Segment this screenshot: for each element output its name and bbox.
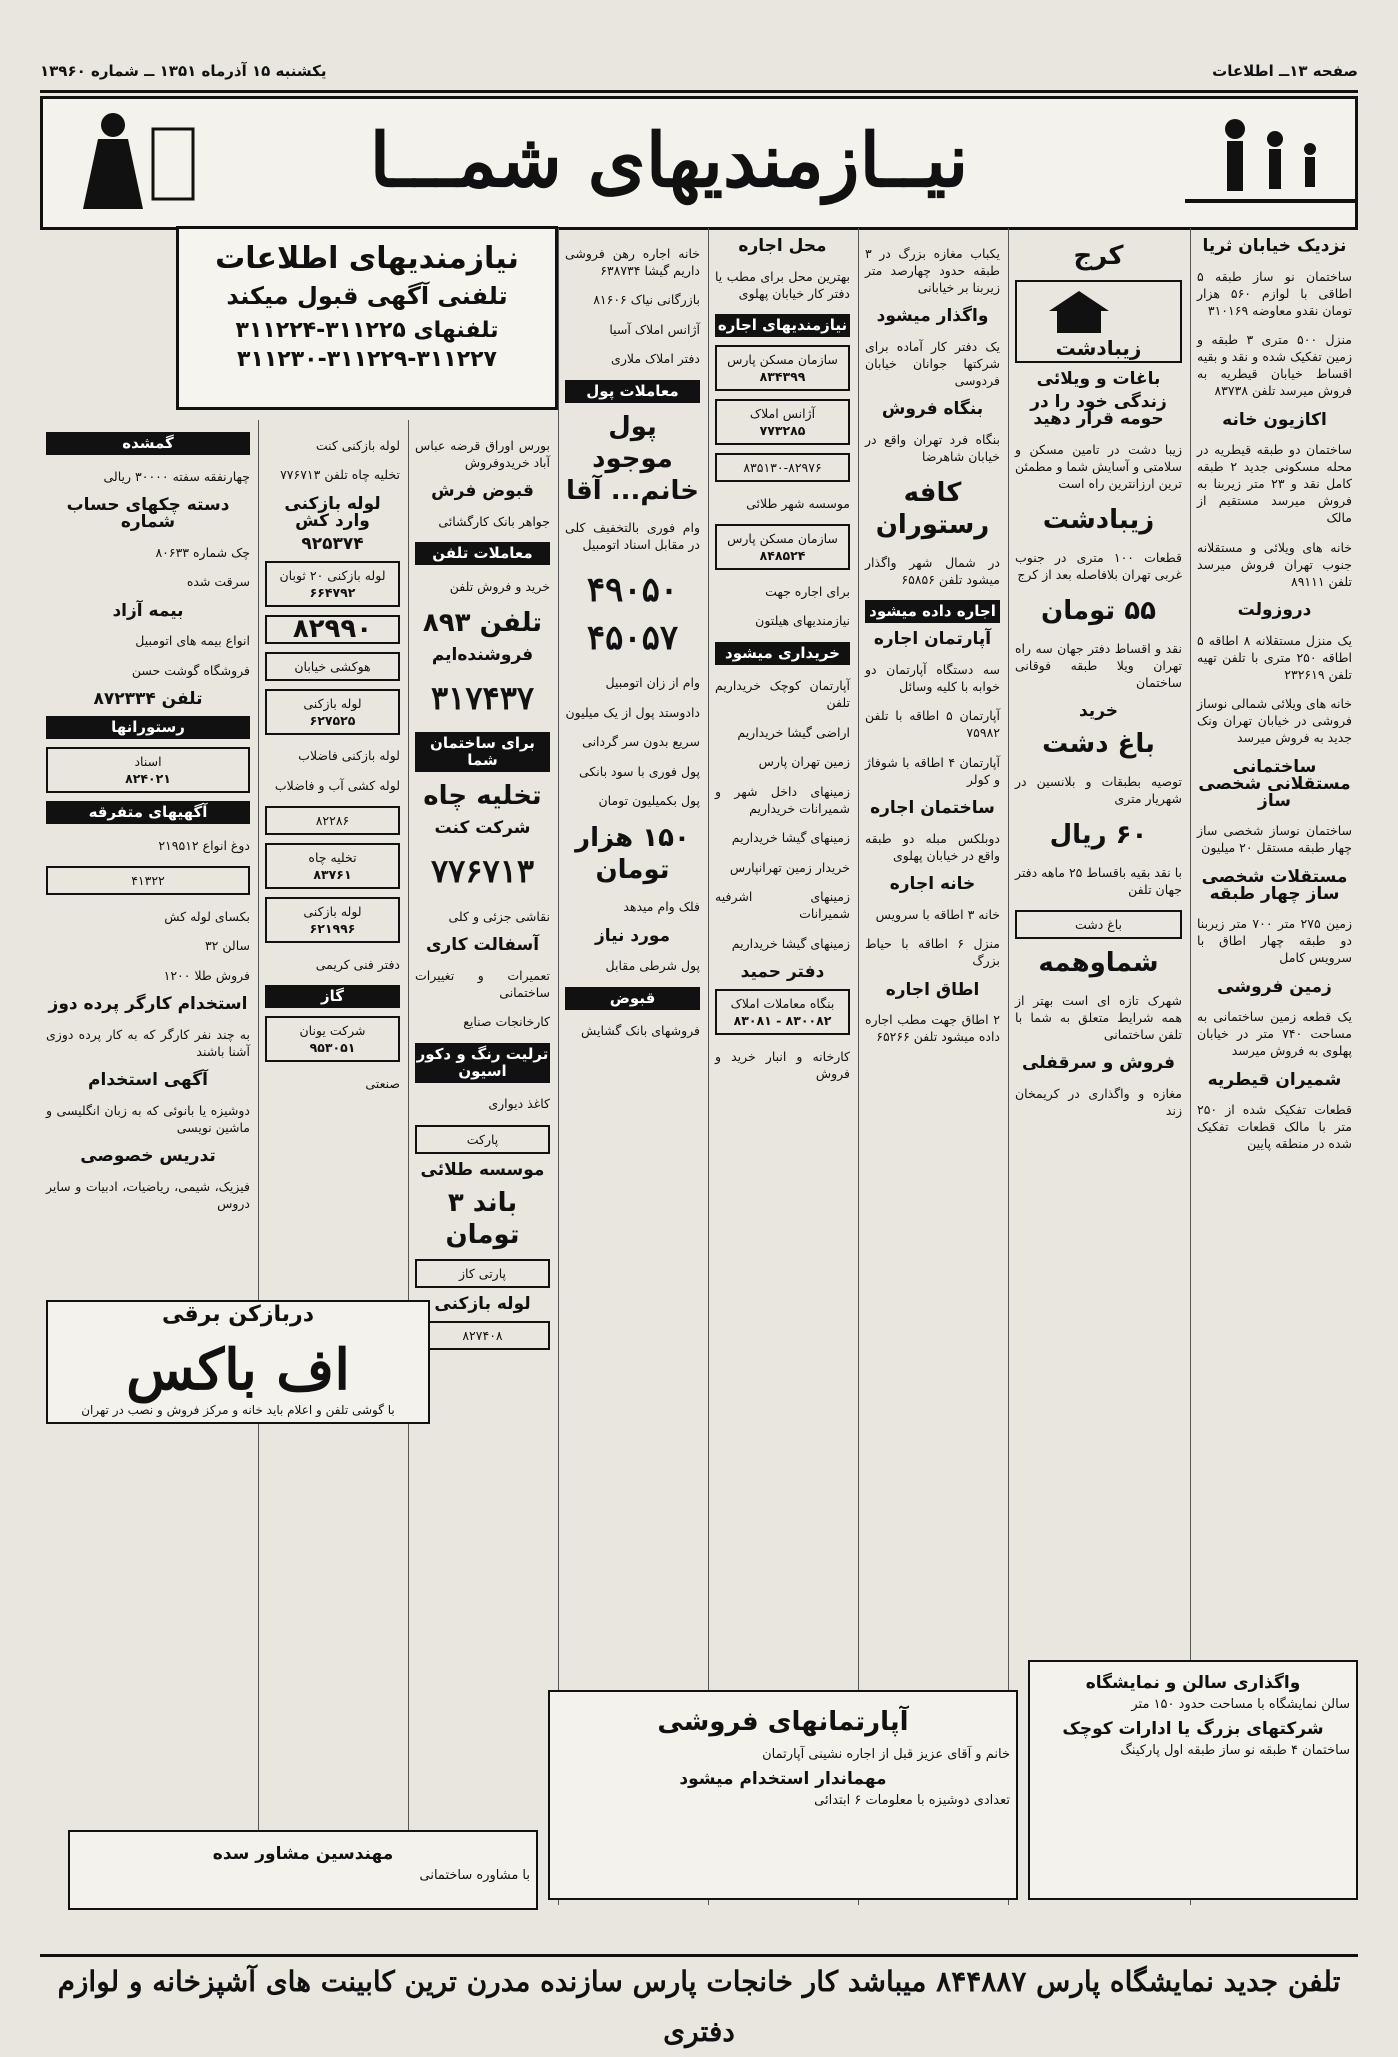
column-1 xyxy=(1190,228,1358,1905)
ad-box: سازمان مسکن پارس ۸۴۸۵۲۴ xyxy=(715,524,850,570)
baghdasht-logo: باغ دشت xyxy=(1015,910,1182,939)
ad-text: دوغ انواع ۲۱۹۵۱۲ xyxy=(158,837,250,853)
ad-heading: لوله بازکنی وارد کش xyxy=(284,493,381,531)
woman-illustration-icon xyxy=(43,99,213,227)
house-icon xyxy=(1039,286,1159,336)
ad-text: بکسای لوله کش xyxy=(164,908,250,924)
ad-heading: کافه رستوران xyxy=(875,478,990,540)
page-number: صفحه ۱۳ــ اطلاعات xyxy=(1212,62,1358,80)
ad-heading: کرج xyxy=(1073,241,1124,271)
ad-box: لوله بازکنی ۶۲۱۹۹۶ xyxy=(265,897,400,943)
ad-heading: موسسه طلائی xyxy=(420,1159,545,1180)
ad-heading: زندگی خود را در حومه قرار دهید xyxy=(1030,392,1167,429)
ad-text: تخلیه چاه تلفن ۷۷۶۷۱۳ xyxy=(280,467,400,482)
ad-heading: اطاق اجاره xyxy=(885,979,980,1000)
ad-text: اراضی گیشا خریداریم xyxy=(737,724,850,740)
ad-text: توصیه بطبقات و بلانسین در شهریار متری xyxy=(1015,773,1182,806)
ad-text: بورس اوراق قرضه عباس آباد خریدوفروش xyxy=(415,437,550,470)
ad-text: چک شماره ۸۰۶۳۳ xyxy=(155,544,250,560)
ad-text: منزل ۵۰۰ متری ۳ طبقه و زمین تفکیک شده و نقد و بقیه اقساط خیابان قیطریه به فروش میرسد تلفن ۸۳۷۳۸ xyxy=(1197,332,1352,398)
ad-heading: شرکتهای بزرگ یا ادارات کوچک xyxy=(1062,1719,1324,1739)
ad-heading: مورد نیاز xyxy=(594,925,671,946)
ad-heading: تلفن ۸۹۳ xyxy=(422,608,543,638)
ad-heading: خرید xyxy=(1078,701,1119,721)
column-5 xyxy=(558,228,706,1905)
ad-text: سالن ۳۲ xyxy=(204,938,250,953)
ad-text: تعدادی دوشیزه با معلومات ۶ ابتدائی xyxy=(814,1793,1010,1808)
phone-number: ۴۹۰۵۰ ۴۵۰۵۷ xyxy=(586,569,679,658)
ad-heading: دفتر حمید xyxy=(740,962,825,982)
ad-text: به چند نفر کارگر که به کار پرده دوزی آشنا باشند xyxy=(46,1026,250,1059)
price: ۶۰ ریال xyxy=(1049,820,1148,850)
ad-text: در شمال شهر واگذار میشود تلفن ۶۵۸۵۶ xyxy=(865,554,1000,587)
phonebox-subtitle: تلفنی آگهی قبول میکند xyxy=(226,282,508,310)
bottom-right-ads xyxy=(1028,1660,1358,1900)
ad-text: خریدار زمین تهرانپارس xyxy=(729,859,850,875)
ad-text: انواع بیمه های اتومبیل xyxy=(135,633,250,648)
ad-heading: قبوض فرش xyxy=(431,481,534,501)
ad-heading: لوله بازکنی xyxy=(434,1293,531,1314)
ad-heading: اکازیون خانه xyxy=(1222,409,1327,430)
ad-heading: آپارتمانهای فروشی xyxy=(657,1707,909,1737)
ad-text: وام از زان اتومبیل xyxy=(605,675,700,690)
ad-heading: آپارتمان اجاره xyxy=(873,629,992,649)
ad-text: زمینهای گیشا خریداریم xyxy=(731,935,850,951)
ad-heading: فروش و سرقفلی xyxy=(1022,1053,1175,1073)
ad-heading: شرکت کنت xyxy=(434,818,531,838)
ad-box: شرکت یونان ۹۵۳۰۵۱ xyxy=(265,1016,400,1062)
section-label: قبوض xyxy=(565,987,700,1010)
ad-text: نقد و اقساط دفتر جهان سه راه تهران ویلا طبقه فوقانی ساختمان xyxy=(1015,640,1182,690)
section-label: آگهیهای متفرقه xyxy=(46,801,250,824)
ad-box: تخلیه چاه ۸۳۷۶۱ xyxy=(265,843,400,889)
ad-heading: بیمه آزاد xyxy=(112,600,184,621)
ad-heading: فروشنده‌ایم xyxy=(431,645,534,665)
section-label: گمشده xyxy=(46,432,250,455)
ad-text: ساختمان دو طبقه قیطریه در محله مسکونی جدید ۲ طبقه کامل نقد و ۲۳ متر زیربنا به فروش میرسد مستقیم از مالک xyxy=(1197,442,1352,525)
ad-text: دفتر فنی کریمی xyxy=(315,956,400,972)
phonebox-phones-1: تلفنهای ۳۱۱۲۲۵-۳۱۱۲۲۴ xyxy=(235,318,499,343)
ad-heading: واگذاری سالن و نمایشگاه xyxy=(1085,1673,1301,1693)
ad-heading: پول موجود خانم... آقا xyxy=(565,411,700,506)
phone-number: تلفن ۸۷۲۳۳۴ xyxy=(93,689,203,709)
ad-text: زمین ۲۷۵ متر ۷۰۰ متر زیربنا دو طبقه چهار اطاق با سرویس کامل xyxy=(1197,916,1352,965)
ad-heading: ساختمانی مستقلانی شخصی ساز xyxy=(1198,756,1351,811)
ad-text: دادوستد پول از یک میلیون xyxy=(565,704,700,720)
column-7 xyxy=(258,420,406,1905)
ad-text: ساختمان نو ساز طبقه ۵ اطاقی با لوازم ۵۶۰ هزار تومان نقدو معاوضه ۳۱۰۱۶۹ xyxy=(1197,268,1352,318)
ad-heading: تخلیه چاه xyxy=(423,781,542,811)
ad-text: وام فوری بالتخفیف کلی در مقابل اسناد اتومبیل xyxy=(565,520,700,552)
family-illustration-icon xyxy=(1185,99,1355,227)
ad-text: فروش طلا ۱۲۰۰ xyxy=(163,967,250,983)
ad-text: بهترین محل برای مطب یا دفتر کار خیابان پهلوی xyxy=(715,268,850,301)
ad-box: ۸۲۲۸۶ xyxy=(265,806,400,835)
ad-text: بازرگانی نیاک ۸۱۶۰۶ xyxy=(593,292,700,307)
phonebox-title: نیازمندیهای اطلاعات xyxy=(215,241,519,276)
phone-ad-box xyxy=(176,226,558,410)
ad-text: نیازمندیهای هیلتون xyxy=(755,613,850,628)
efbox-ad xyxy=(46,1300,430,1424)
ad-heading: دروزولت xyxy=(1237,600,1312,620)
ad-heading: زیبادشت xyxy=(1042,505,1155,535)
ad-text: فلک وام میدهد xyxy=(623,899,700,914)
price: ۱۵۰ هزار تومان xyxy=(575,822,690,885)
ad-heading: مهندسین مشاور سده xyxy=(212,1844,394,1864)
ad-text: آپارتمان ۴ اطاقه با شوفاژ و کولر xyxy=(865,754,1000,787)
ad-text: کارخانجات صنایع xyxy=(463,1014,550,1029)
efbox-logo: اف باکس xyxy=(126,1337,350,1403)
efbox-top: دربازکن برقی xyxy=(161,1302,314,1327)
ad-box: پارکت xyxy=(415,1125,550,1154)
ad-heading: شماوهمه xyxy=(1038,948,1159,978)
ad-text: چهارنفقه سفته ۳۰۰۰۰ ریالی xyxy=(103,468,250,484)
ad-text: فروشگاه گوشت حسن xyxy=(131,662,250,678)
phone-number: ۳۱۷۴۳۷ xyxy=(430,679,535,717)
ad-box: ۸۲۷۴۰۸ xyxy=(415,1321,550,1350)
phone-number: ۷۷۶۷۱۳ xyxy=(430,852,535,890)
ad-text: بنگاه فرد تهران واقع در خیابان شاهرضا xyxy=(865,431,1000,464)
ad-heading: زمین فروشی xyxy=(1217,976,1332,997)
ad-heading: نزدیک خیابان ثریا xyxy=(1202,236,1347,256)
ad-text: شهرک تازه ای است بهتر از همه شرایط متعلق به شما با تلفن ساختمانی xyxy=(1015,992,1182,1042)
ad-text: فیزیک، شیمی، ریاضیات، ادبیات و سایر دروس xyxy=(46,1178,250,1211)
section-label: اجاره داده میشود xyxy=(865,600,1000,623)
ad-text: یک منزل مستقلانه ۸ اطاقه ۵ اطاقه ۲۵۰ متری با تلفن تهیه تلفن ۲۳۲۶۱۹ xyxy=(1197,632,1352,682)
ad-box: اسناد ۸۲۴۰۲۱ xyxy=(46,747,250,793)
ad-text: ساختمان نوساز شخصی ساز چهار طبقه مستقل ۲۰ میلیون xyxy=(1197,823,1352,855)
ad-text: لوله بازکنی کنت xyxy=(315,437,400,453)
ad-text: جواهر بانک کارگشائی xyxy=(438,513,550,529)
ad-text: ۲ اطاق جهت مطب اجاره داده میشود تلفن ۶۵۲۶۶ xyxy=(865,1012,1000,1044)
ad-box: بنگاه معاملات املاک ۸۳۰۰۸۲ - ۸۳۰۸۱ xyxy=(715,989,850,1035)
ad-heading: باغ دشت xyxy=(1042,729,1155,759)
section-title: نیــازمندیهای شمـــا xyxy=(369,118,969,204)
ad-text: صنعتی xyxy=(365,1075,400,1091)
ad-heading: محل اجاره xyxy=(738,236,827,256)
ad-text: کارخانه و انبار خرید و فروش xyxy=(715,1048,850,1081)
issue-date: یکشنبه ۱۵ آذرماه ۱۳۵۱ ــ شماره ۱۳۹۶۰ xyxy=(40,62,327,80)
ad-text: پول فوری با سود بانکی xyxy=(578,763,700,779)
ad-text: آپارتمان ۵ اطاقه با تلفن ۷۵۹۸۲ xyxy=(865,708,1000,740)
ad-heading: آسفالت کاری xyxy=(425,935,540,955)
ad-text: فروشهای بانک گشایش xyxy=(581,1023,700,1038)
engineers-ad xyxy=(68,1830,538,1910)
ad-heading: ساختمان اجاره xyxy=(870,798,995,818)
section-label: نیازمندیهای اجاره xyxy=(715,314,850,337)
ad-text: خانه ۳ اطاقه با سرویس xyxy=(875,906,1000,922)
ad-heading: استخدام کارگر پرده دوز xyxy=(48,994,248,1014)
ad-text: زیبا دشت در تامین مسکن و سلامتی و آسایش شما و مطمئن ترین ارزانترین راه است xyxy=(1015,441,1182,491)
section-label: معاملات تلفن xyxy=(415,542,550,565)
ad-heading: خانه اجاره xyxy=(889,874,976,894)
efbox-sub: با گوشی تلفن و اعلام باید خانه و مرکز فروش و نصب در تهران xyxy=(81,1403,395,1417)
ad-heading: مهماندار استخدام میشود xyxy=(679,1769,887,1789)
ad-heading: شمیران قیطریه xyxy=(1207,1069,1342,1090)
ad-heading: باغات و ویلائی xyxy=(1036,369,1161,389)
ad-text: سالن نمایشگاه با مساحت حدود ۱۵۰ متر xyxy=(1131,1697,1350,1712)
ad-text: آژانس املاک آسیا xyxy=(609,321,700,337)
ad-text: خانه های ویلائی شمالی نوساز فروشی در خیابان تهران ونک جدید به فروش میرسد xyxy=(1197,696,1352,745)
column-4 xyxy=(708,228,856,1905)
ad-text: پول بکمیلیون تومان xyxy=(598,793,700,808)
ad-heading: واگذار میشود xyxy=(876,306,989,326)
section-label: برای ساختمان شما xyxy=(415,732,550,772)
ad-text: سریع بدون سر گردانی xyxy=(582,734,700,749)
ad-text: قطعات ۱۰۰ متری در جنوب غربی تهران بلافاصله بعد از کرج xyxy=(1015,549,1182,582)
ad-text: با نقد بقیه باقساط ۲۵ ماهه دفتر جهان تلفن xyxy=(1014,864,1182,897)
ad-text: لوله بازکنی فاضلاب xyxy=(298,748,400,763)
ad-heading: باند ۳ تومان xyxy=(445,1187,520,1250)
phonebox-phones-2: ۳۱۱۲۳۰-۳۱۱۲۲۹-۳۱۱۲۲۷ xyxy=(237,347,497,372)
ad-box: لوله بازکنی ۶۲۷۵۲۵ xyxy=(265,689,400,735)
column-2 xyxy=(1008,228,1188,1905)
ad-text: سرقت شده xyxy=(186,574,250,589)
ad-box: لوله بازکنی ۲۰ ثوبان ۶۶۴۷۹۲ xyxy=(265,561,400,607)
section-label: ترلیت رنگ و دکور اسیون xyxy=(415,1043,550,1083)
ad-box: پارتی کاز xyxy=(415,1259,550,1288)
section-label: خریداری میشود xyxy=(715,642,850,665)
price: ۵۵ تومان xyxy=(1041,596,1156,626)
ad-heading: آگهی استخدام xyxy=(88,1070,208,1090)
ad-text: زمینهای داخل شهر و شمیرانات خریداریم xyxy=(715,783,850,816)
ad-text: یک قطعه زمین ساختمانی به مساحت ۷۴۰ متر در خیابان پهلوی به فروش میرسد xyxy=(1197,1009,1352,1058)
ad-box: سازمان مسکن پارس ۸۳۴۳۹۹ xyxy=(715,345,850,391)
ad-text: پول شرطی مقابل xyxy=(605,958,700,973)
ad-text: نقاشی جزئی و کلی xyxy=(448,908,550,924)
column-6 xyxy=(408,420,556,1905)
ad-text: زمینهای گیشا خریداریم xyxy=(731,830,850,845)
ad-text: دوشیزه یا بانوئی که به زبان انگلیسی و ماشین نویسی xyxy=(46,1102,250,1135)
ad-box: آژانس املاک ۷۷۳۲۸۵ xyxy=(715,399,850,445)
ad-text: خرید و فروش تلفن xyxy=(449,578,550,594)
ad-text: ساختمان ۴ طبقه نو ساز طبقه اول پارکینگ xyxy=(1120,1743,1350,1758)
ad-text: دفتر املاک ملاری xyxy=(611,351,700,366)
ad-heading: مستقلات شخصی ساز چهار طبقه xyxy=(1201,866,1348,904)
phone-number: ۹۲۵۳۷۴ xyxy=(301,533,364,554)
ad-text: سه دستگاه آپارتمان دو خوابه با کلیه وسائل xyxy=(865,661,1000,694)
ad-text: آپارتمان کوچک خریداریم تلفن xyxy=(715,678,850,710)
ad-box: ۸۳۵۱۳۰-۸۲۹۷۶ xyxy=(715,453,850,482)
header-rule xyxy=(40,90,1358,93)
ad-text: موسسه شهر طلائی xyxy=(746,495,850,511)
ad-box: ۸۲۹۹۰ xyxy=(265,615,400,644)
ad-heading: دسته چکهای حساب شماره xyxy=(66,495,230,532)
ad-text: تعمیرات و تغییرات ساختمانی xyxy=(415,967,550,1000)
column-3 xyxy=(858,228,1006,1905)
ad-text: لوله کشی آب و فاضلاب xyxy=(274,777,400,793)
ad-heading: تدریس خصوصی xyxy=(80,1146,216,1166)
section-banner xyxy=(40,96,1358,230)
ad-text: کاغذ دیواری xyxy=(488,1096,550,1111)
column-8 xyxy=(40,420,256,1905)
section-label: گاز xyxy=(265,985,400,1008)
ad-box: ۴۱۳۲۲ xyxy=(46,866,250,895)
ad-text: خانم و آقای عزیز قبل از اجاره نشینی آپارتمان xyxy=(762,1747,1010,1762)
ad-text: خانه های ویلائی و مستقلانه جنوب تهران فروش میرسد تلفن ۸۹۱۱۱ xyxy=(1197,539,1352,589)
section-label: رستورانها xyxy=(46,716,250,739)
zibadasht-logo: زیبادشت xyxy=(1015,280,1182,363)
ad-text: برای اجاره جهت xyxy=(765,583,850,599)
section-label: معاملات پول xyxy=(565,380,700,403)
ad-heading: بنگاه فروش xyxy=(881,399,984,419)
apartment-ad xyxy=(548,1690,1018,1900)
ad-text: منزل ۶ اطاقه با حیاط بزرگ xyxy=(865,936,1000,968)
footer-banner: تلفن جدید نمایشگاه پارس ۸۴۴۸۸۷ میباشد کار خانجات پارس سازنده مدرن ترین کابینت های آشپزخانه و لوازم دفتری xyxy=(40,1954,1358,2007)
page-header xyxy=(40,58,1358,88)
ad-box: هوکشی خیابان xyxy=(265,652,400,681)
ad-text: زمین تهران پارس xyxy=(758,754,850,769)
ad-text: یک دفتر کار آماده برای شرکتها جوانان خیابان فردوسی xyxy=(865,338,1000,388)
ad-text: با مشاوره ساختمانی xyxy=(419,1868,530,1883)
ad-text: زمینهای اشرفیه شمیرانات xyxy=(715,889,850,921)
ad-text: مغازه و واگذاری در کریمخان زند xyxy=(1015,1085,1182,1118)
ad-text: دوبلکس مبله دو طبقه واقع در خیابان پهلوی xyxy=(865,830,1000,863)
ad-text: قطعات تفکیک شده از ۲۵۰ متر با مالک قطعات تفکیک شده در منطقه پایین xyxy=(1197,1102,1352,1151)
ad-text: خانه اجاره رهن فروشی داریم گیشا ۶۳۸۷۳۴ xyxy=(565,245,700,278)
ad-text: یکباب مغازه بزرگ در ۳ طبقه حدود چهارصد متر زیربنا بر خیابانی xyxy=(865,245,1000,295)
